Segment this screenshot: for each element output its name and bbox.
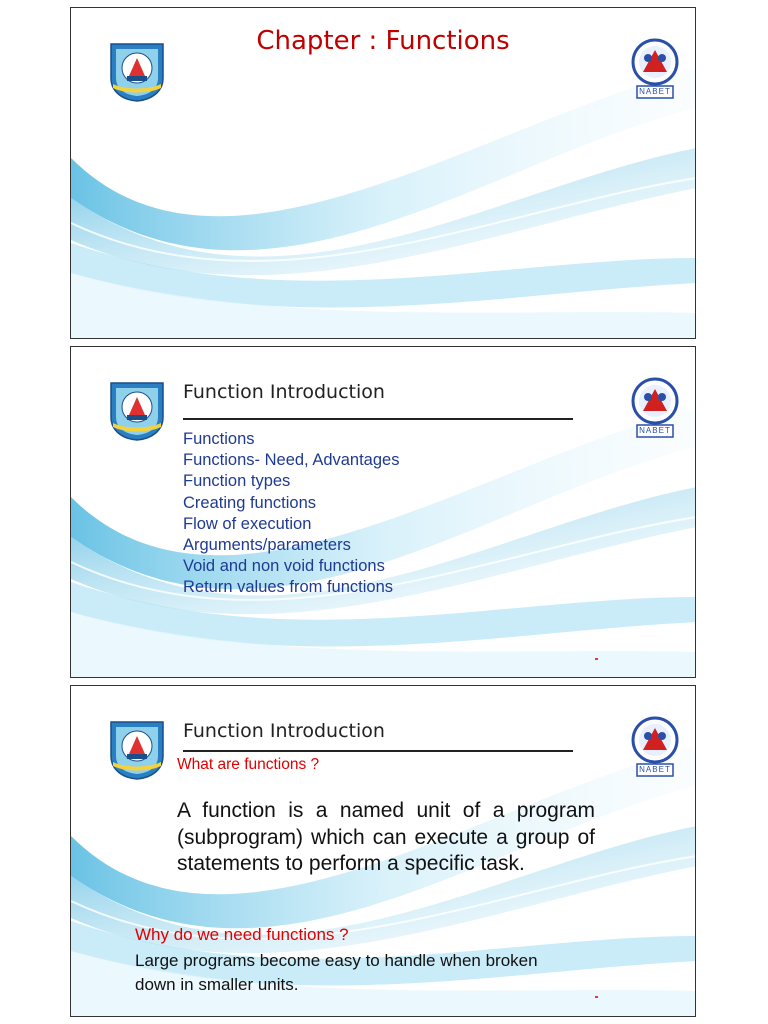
question-what-are-functions: What are functions ? [177, 756, 320, 773]
list-item: Return values from functions [183, 578, 394, 597]
decor-dot [595, 658, 598, 660]
chapter-title: Chapter : Functions [256, 26, 510, 56]
list-item: Function types [183, 472, 291, 491]
topic-list [183, 429, 399, 599]
nabet-logo-label: NABET [639, 87, 671, 96]
nabet-logo-label: NABET [639, 426, 671, 435]
heading-divider [183, 750, 573, 752]
question-why-functions: Why do we need functions ? [135, 925, 349, 944]
slide-2 [70, 346, 696, 678]
slide-3 [70, 685, 696, 1017]
answer-text: Large programs become easy to handle when broken down in smaller units. [135, 951, 538, 994]
list-item: Creating functions [183, 493, 316, 512]
heading-divider [183, 418, 573, 420]
school-crest-logo [107, 716, 167, 780]
slide-heading: Function Introduction [183, 381, 385, 403]
nabet-logo [631, 377, 679, 439]
nabet-logo [631, 38, 679, 100]
function-definition: A function is a named unit of a program (subprogram) which can execute a group of statements to perform a specific task. [177, 799, 595, 875]
list-item: Void and non void functions [183, 557, 385, 576]
slide-heading: Function Introduction [183, 720, 385, 742]
school-crest-logo [107, 377, 167, 441]
list-item: Flow of execution [183, 514, 312, 533]
list-item: Functions- Need, Advantages [183, 451, 400, 470]
decor-dot [595, 996, 598, 998]
list-item: Arguments/parameters [183, 536, 351, 555]
nabet-logo [631, 716, 679, 778]
slide-1 [70, 7, 696, 339]
nabet-logo-label: NABET [639, 765, 671, 774]
list-item: Functions [183, 430, 255, 448]
